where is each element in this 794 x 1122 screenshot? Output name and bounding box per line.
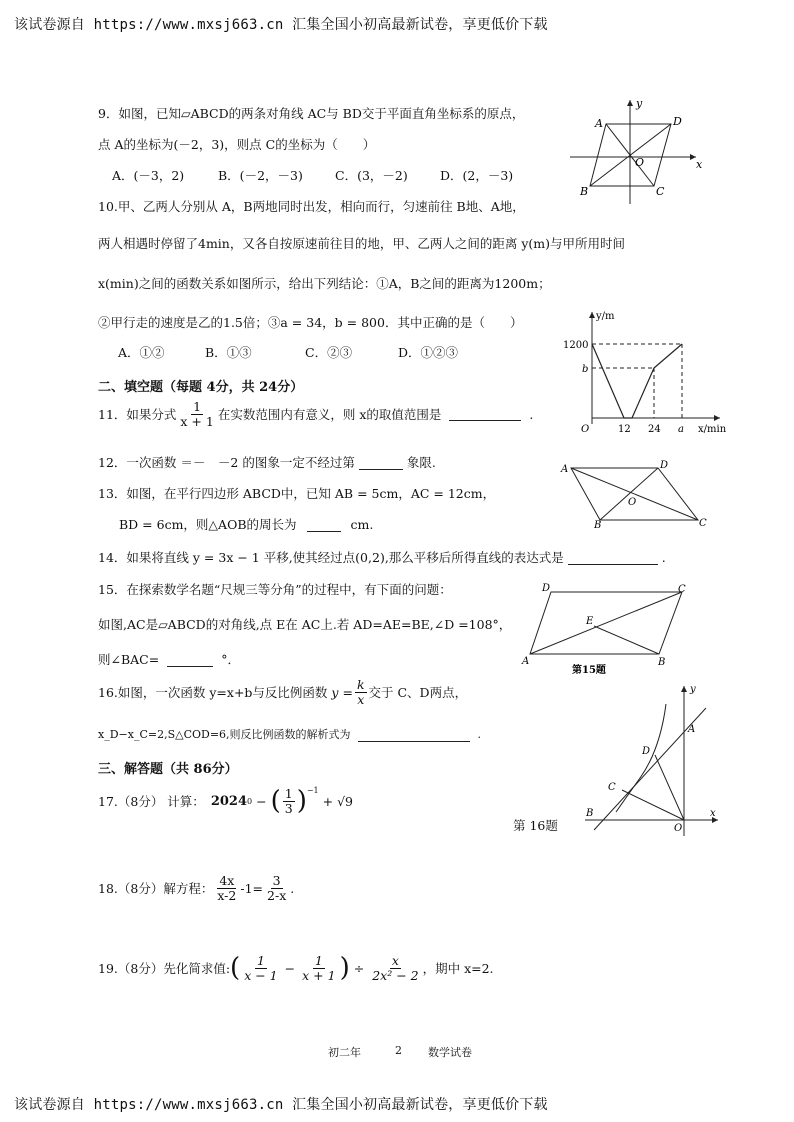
q16-y: y = (331, 684, 353, 700)
q14-end: . (661, 550, 666, 565)
q9-line1: 9．如图，已知▱ABCD的两条对角线 AC与 BD交于平面直角坐标系的原点， (98, 106, 525, 121)
q17-exp0: 0 (247, 796, 253, 806)
q15-label-e: E (586, 616, 594, 627)
q15-parallelogram-figure (514, 582, 694, 678)
q19-suffix: ，期中 x=2. (422, 961, 494, 977)
q19-fraction1 (242, 954, 279, 983)
q10-option-c: C．②③ (305, 345, 353, 360)
q16-fraction (355, 678, 367, 707)
q10-label-24: 24 (648, 424, 661, 435)
q16-prefix: 16.如图，一次函数 y=x+b与反比例函数 (98, 684, 328, 700)
q19-denominator1: x − 1 (244, 968, 278, 984)
q17-fraction (283, 787, 295, 816)
q16-numerator: k (356, 677, 365, 692)
q15-label-c: C (678, 584, 686, 595)
q11-denominator: x + 1 (180, 413, 214, 429)
q10-distance-graph (560, 306, 730, 436)
q15-line2: 如图,AC是▱ABCD的对角线,点 E在 AC上.若 AD=AE=BE,∠D =108°， (98, 617, 512, 632)
q18-denominator2: 2-x (267, 887, 287, 903)
q10-label-12: 12 (618, 424, 631, 435)
page-footer-grade: 初二年 (328, 1046, 361, 1059)
q11-suffix: 在实数范围内有意义，则 x的取值范围是 (217, 406, 442, 422)
q18-mid: -1= (240, 880, 264, 896)
q10-label-o: O (581, 424, 590, 435)
q9-label-d: D (673, 115, 682, 128)
page-footer-number: 2 (395, 1044, 402, 1057)
q9-option-c: C．(3，－2) (335, 168, 408, 183)
section-2-title: 二、填空题（每题 4分，共 24分） (98, 380, 304, 395)
q13-label-a: A (561, 464, 569, 475)
section-3-title: 三、解答题（共 86分） (98, 762, 238, 777)
q16-label-c: C (608, 782, 616, 793)
q16-line1 (98, 678, 467, 707)
q14-text: 14．如果将直线 y = 3x − 1 平移,使其经过点(0,2),那么平移后所得直线的表达式是 (98, 550, 564, 565)
q14-answer-blank[interactable] (568, 552, 658, 565)
q15-label-a: A (522, 656, 530, 667)
q10-label-a: a (678, 424, 684, 435)
q15-caption: 第15题 (572, 665, 606, 676)
q18-prefix: 18.（8分）解方程： (98, 880, 214, 896)
q18-end: . (290, 880, 295, 896)
q12-answer-blank[interactable] (359, 457, 403, 470)
q18-fraction1 (215, 874, 238, 903)
q19-prefix: 19.（8分）先化简求值: (98, 961, 231, 977)
q9-label-o: O (635, 156, 645, 169)
q11 (98, 400, 533, 429)
q9-line2: 点 A的坐标为(－2，3)，则点 C的坐标为（ ） (98, 137, 376, 152)
q19: 19.（8分）先化简求值: ( $\frac{1}{x - 1}$ − $\frac{1}{x + 1}$ ) ÷ $\frac{x}{\text{2x² − 2}}$ ，期中 x=2. (98, 953, 494, 984)
q16-end: . (477, 728, 482, 741)
q10-line4: ②甲行走的速度是乙的1.5倍；③a = 34，b = 800．其中正确的是（ ） (98, 315, 523, 330)
q13-line2: BD = 6cm，则△AOB的周长为 (119, 517, 297, 532)
q19-minus: − (284, 961, 296, 977)
q14 (98, 550, 666, 565)
q18-fraction2 (265, 874, 288, 903)
q16-label-o: O (674, 823, 683, 834)
q18-denominator1: x-2 (217, 887, 237, 903)
q19-div: ÷ (353, 961, 365, 977)
q9-label-y: y (636, 97, 643, 110)
q10-label-1200: 1200 (563, 340, 589, 351)
q9-label-c: C (656, 185, 665, 198)
q16-function-figure (580, 680, 720, 838)
q12-prefix: 12．一次函数 (98, 455, 177, 470)
q17-denominator: 3 (284, 801, 293, 817)
q9-parallelogram-figure (566, 96, 708, 206)
q13-line1: 13．如图，在平行四边形 ABCD中，已知 AB = 5cm，AC = 12cm， (98, 486, 496, 501)
q10-option-b: B．①③ (205, 345, 252, 360)
q9-label-b: B (580, 185, 589, 198)
q15-label-b: B (658, 657, 666, 668)
q18-numerator1: 4x (219, 873, 235, 888)
q19-numerator2: 1 (314, 953, 323, 969)
q17-prefix: 17.（8分） 计算： (98, 794, 205, 810)
q15-line1: 15．在探索数学名题“尺规三等分角”的过程中，有下面的问题： (98, 582, 452, 597)
q18-numerator2: 3 (272, 873, 281, 888)
q15-line3: 则∠BAC= (98, 652, 160, 667)
q10-option-a: A．①② (118, 345, 165, 360)
q13-line2-wrap (119, 517, 373, 532)
q10-line1: 10.甲、乙两人分别从 A，B两地同时出发，相向而行，匀速前往 B地、A地， (98, 199, 525, 214)
q11-answer-blank[interactable] (449, 408, 521, 421)
q13-label-d: D (660, 460, 669, 471)
q13-end: cm. (350, 517, 374, 532)
q12-expr: ＝－ －2 (180, 455, 239, 470)
q19-denominator3: 2x² − 2 (372, 968, 419, 984)
q10-y-axis-label: y/m (596, 311, 615, 322)
q16-suffix: 交于 C、D两点， (368, 684, 468, 700)
q10-label-b: b (582, 364, 589, 375)
q17-minus: − (256, 794, 267, 810)
q12 (98, 455, 436, 470)
q15-answer-blank[interactable] (167, 654, 213, 667)
q13-answer-blank[interactable] (307, 519, 341, 532)
q16-denominator: x (357, 691, 365, 707)
q17: 17.（8分） 计算： 2024 0 − ( $\frac{1}{3}$ ) $^{-1}$ + √9 (98, 786, 354, 817)
q15-end: °． (221, 652, 240, 667)
q17-exp: −1 (306, 786, 319, 795)
q17-plus: + √9 (322, 794, 354, 810)
q16-line2-wrap (98, 726, 481, 742)
q11-end: . (529, 406, 534, 422)
q16-label-x: x (710, 808, 716, 819)
q10-line3: x(min)之间的函数关系如图所示，给出下列结论：①A，B之间的距离为1200m； (98, 276, 551, 291)
q18 (98, 874, 294, 903)
footer-banner: 该试卷源自 https://www.mxsj663.cn 汇集全国小初高最新试卷，享更低价下载 (14, 1097, 548, 1113)
q16-label-y: y (690, 684, 696, 695)
q13-label-c: C (699, 518, 707, 529)
q9-option-d: D．(2，－3) (440, 168, 514, 183)
q9-label-a: A (595, 117, 603, 130)
q16-line2: x_D−x_C=2,S△COD=6,则反比例函数的解析式为 (98, 728, 351, 741)
q12-end: 象限. (406, 455, 436, 470)
q19-numerator3: x (391, 953, 399, 969)
q10-line2: 两人相遇时停留了4min，又各自按原速前往目的地，甲、乙两人之间的距离 y(m)与甲所用时间 (98, 236, 625, 251)
q16-answer-blank[interactable] (358, 729, 470, 742)
q13-label-o: O (628, 497, 637, 508)
q15-label-d: D (542, 583, 551, 594)
q13-label-b: B (594, 520, 602, 530)
q11-fraction (178, 400, 215, 429)
q9-label-x: x (696, 158, 703, 171)
q19-numerator1: 1 (256, 953, 265, 969)
q10-option-d: D．①②③ (398, 345, 459, 360)
q16-label-b: B (586, 808, 594, 819)
page-footer-subject: 数学试卷 (428, 1046, 472, 1059)
q11-prefix: 11．如果分式 (98, 406, 177, 422)
q16-label-d: D (642, 746, 651, 757)
q9-option-b: B．(－2，－3) (218, 168, 303, 183)
q12-suffix: 的图象一定不经过第 (242, 455, 355, 470)
q19-fraction2 (300, 954, 337, 983)
q13-parallelogram-figure (558, 458, 718, 530)
q17-base: 2024 (210, 793, 247, 809)
q17-numerator: 1 (284, 786, 293, 802)
q9-option-a: A．(－3，2) (112, 168, 185, 183)
q19-denominator2: x + 1 (302, 968, 336, 984)
q19-fraction3 (370, 954, 420, 983)
q11-numerator: 1 (193, 399, 202, 414)
q10-x-axis-label: x/min (698, 424, 727, 435)
header-banner: 该试卷源自 https://www.mxsj663.cn 汇集全国小初高最新试卷，享更低价下载 (14, 17, 548, 33)
q15-line3-wrap (98, 652, 240, 667)
q16-caption: 第 16题 (513, 818, 558, 833)
q16-label-a: A (688, 724, 696, 735)
